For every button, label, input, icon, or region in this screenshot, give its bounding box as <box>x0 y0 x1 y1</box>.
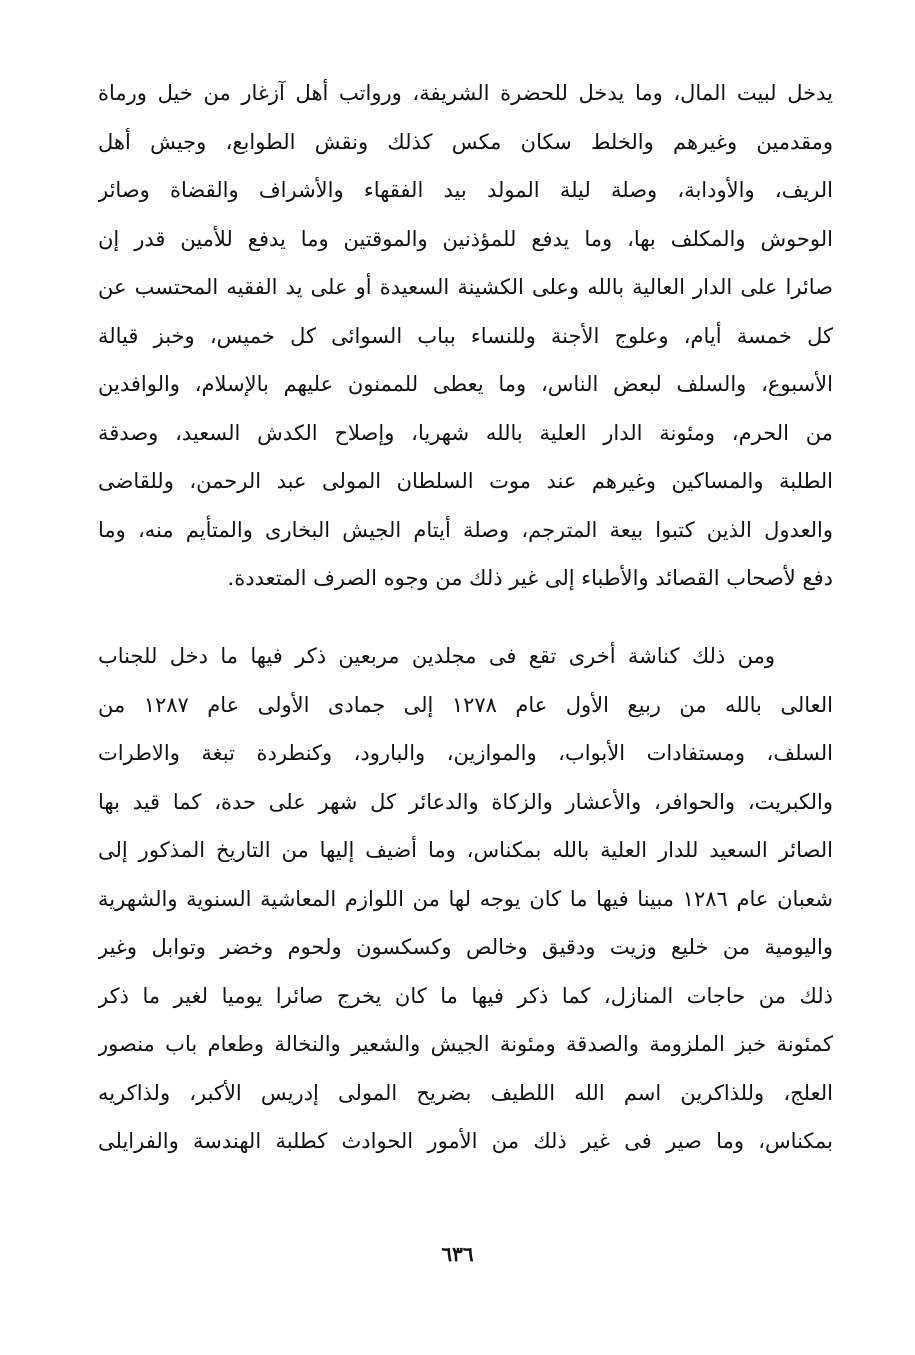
page-number: ٦٣٦ <box>441 1242 474 1266</box>
text-line: صائرا على الدار العالية بالله وعلى الكشينة السعيدة أو على يد الفقيه المحتسب عن <box>98 275 833 299</box>
text-line-indented: ومن ذلك كناشة أخرى تقع فى مجلدين مربعين ذكر فيها ما دخل للجناب <box>98 644 775 668</box>
text-line: من الحرم، ومئونة الدار العلية بالله شهريا، وإصلاح الكدش السعيد، وصدقة <box>98 420 833 445</box>
text-line: يدخل لبيت المال، وما يدخل للحضرة الشريفة، ورواتب أهل آزغار من خيل ورماة <box>98 81 833 105</box>
text-line: السلف، ومستفادات الأبواب، والموازين، والبارود، وكنطردة تبغة والاطرات <box>98 741 833 765</box>
paragraph-2 <box>98 632 833 1166</box>
text-line: ذلك من حاجات المنازل، كما ذكر فيها ما كان يخرج صائرا يوميا لغير ما ذكر <box>98 983 833 1008</box>
paragraph-1 <box>98 69 833 603</box>
text-line: كمئونة خبز الملزومة والصدقة ومئونة الجيش والشعير والنخالة وطعام باب منصور <box>98 1032 833 1056</box>
text-line: والكبريت، والحوافر، والأعشار والزكاة والدعائر كل شهر على حدة، كما قيد بها <box>98 789 833 814</box>
text-line: الوحوش والمكلف بها، وما يدفع للمؤذنين والموقتين وما يدفع للأمين قدر إن <box>98 226 833 251</box>
text-line: بمكناس، وما صير فى غير ذلك من الأمور الحوادث كطلبة الهندسة والفرايلى <box>98 1129 833 1153</box>
text-line: والعدول الذين كتبوا بيعة المترجم، وصلة أيتام الجيش البخارى والمتأيم منه، وما <box>98 517 833 542</box>
text-line: العالى بالله من ربيع الأول عام ١٢٧٨ إلى جمادى الأولى عام ١٢٨٧ من <box>98 692 833 717</box>
text-line: كل خمسة أيام، وعلوج الأجنة وللنساء بباب السوائى كل خميس، وخبز قيالة <box>98 323 833 348</box>
text-line: العلج، وللذاكرين اسم الله اللطيف بضريح المولى إدريس الأكبر، ولذاكريه <box>98 1080 833 1105</box>
text-line: ومقدمين وغيرهم والخلط سكان مكس كذلك ونقش الطوابع، وجيش أهل <box>98 129 833 154</box>
text-line: الطلبة والمساكين وغيرهم عند موت السلطان المولى عبد الرحمن، وللقاضى <box>98 469 833 493</box>
text-line: الأسبوع، والسلف لبعض الناس، وما يعطى للممنون عليهم بالإسلام، والوافدين <box>98 372 833 396</box>
text-line: شعبان عام ١٢٨٦ مبينا فيها ما كان يوجه لها من اللوازم المعاشية السنوية والشهرية <box>98 886 833 911</box>
text-line: الصائر السعيد للدار العلية بالله بمكناس، وما أضيف إليها من التاريخ المذكور إلى <box>98 838 833 862</box>
text-line: واليومية من خليع وزيت ودقيق وخالص وكسكسون ولحوم وخضر وتوابل وغير <box>98 935 833 959</box>
text-line: دفع لأصحاب القصائد والأطباء إلى غير ذلك من وجوه الصرف المتعددة. <box>227 566 833 590</box>
text-line: الريف، والأودابة، وصلة ليلة المولد بيد الفقهاء والأشراف والقضاة وصائر <box>98 178 833 202</box>
